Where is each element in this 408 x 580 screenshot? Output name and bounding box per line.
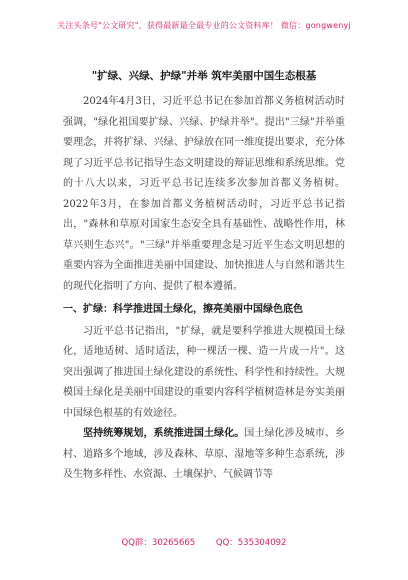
intro-paragraph: 2024年4月3日，习近平总书记在参加首都义务植树活动时强调，"绿化祖国要扩绿、兴绿、护绿并举"。提出"三绿"并举重要理念，并将扩绿、兴绿、护绿放在同一维度提出要求，充分体现了习近平总书记指导生态文明建设的辩证思维和系统思维。党的十八大以来，习近平总书记连续多次参加首都义务植树。2022年3月，在参加首都义务植树活动时，习近平总书记指出，"森林和草原对国家生态安全具有基础性、战略性作用，林草兴则生态兴"。"三绿"并举重要理念是习近平生态文明思想的重要内容为全面推进美丽中国建设、加快推进人与自然和谐共生的现代化指明了方向、提供了根本遵循。: [63, 96, 345, 292]
bold-lead-paragraph: [63, 424, 345, 486]
qq-group: QQ群：30265665: [121, 538, 196, 548]
document-body: [63, 92, 345, 486]
section-paragraph: 习近平总书记指出，"扩绿，就是要科学推进大规模国土绿化，适地适树、适时适法，种一棵活一棵、造一片成一片"。这突出强调了推进国土绿化建设的系统性、科学性和持续性。大规模国土绿化是美丽中国建设的重要内容科学植树造林是夯实美丽中国绿色根基的有效途径。: [63, 325, 345, 419]
promo-header: 关注头条号"公文研究"，获得最新最全最专业的公文资料库！ 微信：gongwenyj: [57, 21, 351, 30]
document-title: "扩绿、兴绿、护绿"并举 筑牢美丽中国生态根基: [91, 70, 317, 82]
footer-contact: [0, 536, 408, 548]
section-heading: 一、扩绿：科学推进国土绿化，擦亮美丽中国绿色底色: [63, 304, 303, 315]
bold-lead-continuation: 国土绿化涉及城市、乡村、道路多个地域，涉及森林、草原、湿地等多种生态系统，涉及生物多样性、水资源、土壤保护、气候调节等: [63, 428, 346, 480]
bold-lead: 坚持统筹规划，系统推进国土绿化。: [83, 428, 245, 439]
qq-number: QQ：535304092: [215, 538, 287, 548]
